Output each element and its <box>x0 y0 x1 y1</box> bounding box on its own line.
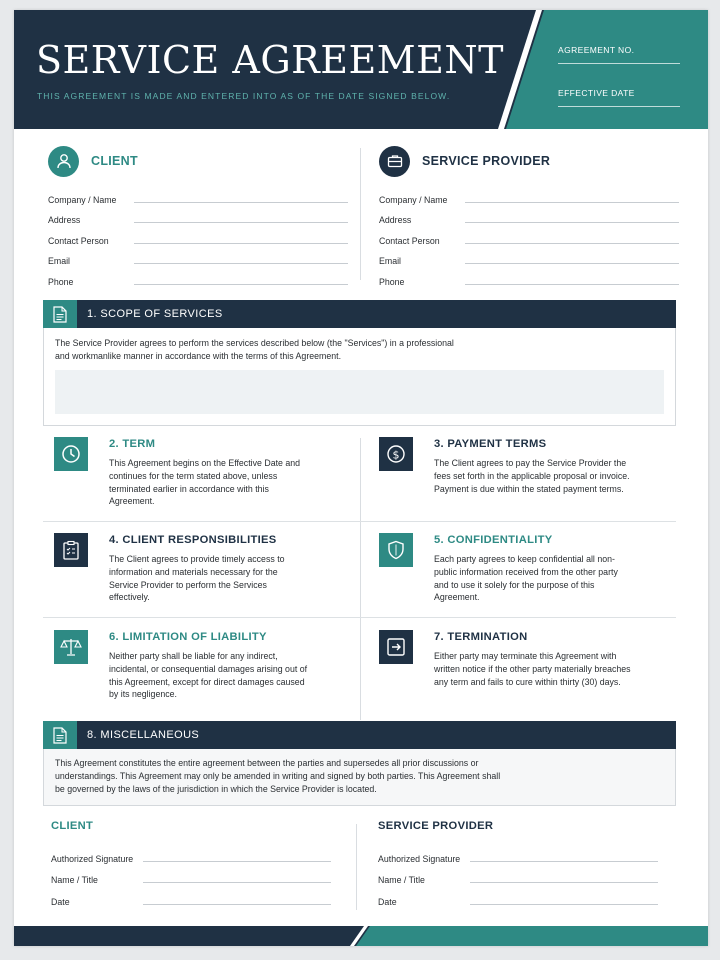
client-name-title-row[interactable]: Name / Title <box>51 864 331 886</box>
client-signature-line[interactable] <box>143 861 331 862</box>
client-phone-row[interactable]: Phone <box>48 266 348 287</box>
footer-band <box>14 926 708 946</box>
exit-icon <box>379 630 413 664</box>
provider-email-row[interactable]: Email <box>379 246 679 267</box>
client-phone-line[interactable] <box>134 284 348 285</box>
term-title: 2. TERM <box>109 438 156 450</box>
client-date-line[interactable] <box>143 904 331 905</box>
shield-icon <box>379 533 413 567</box>
confidentiality-body: Each party agrees to keep confidential all non-public information received from the other party and to use it solely for the purpose of this Agreement. <box>434 554 618 603</box>
party-divider <box>360 148 361 280</box>
limitation-of-liability-body: Neither party shall be liable for any indirect, incidental, or consequential damages arising out of this Agreement, except for direct damages caused by its negligence. <box>109 651 308 700</box>
term-body: This Agreement begins on the Effective Date and continues for the term stated above, unless terminated earlier in accordance with this Agreement. <box>109 458 301 507</box>
provider-phone-line[interactable] <box>465 284 679 285</box>
document-icon <box>43 721 77 749</box>
client-responsibilities-body: The Client agrees to provide timely access to information and materials necessary for the Service Provider to perform the Services effectively. <box>109 554 285 603</box>
client-responsibilities-title: 4. CLIENT RESPONSIBILITIES <box>109 534 277 546</box>
document-subtitle: THIS AGREEMENT IS MADE AND ENTERED INTO AS OF THE DATE SIGNED BELOW. <box>37 91 451 101</box>
document-icon <box>43 300 77 328</box>
effective-date-field[interactable]: EFFECTIVE DATE <box>558 88 680 107</box>
terms-separator-1 <box>43 521 676 522</box>
briefcase-icon <box>379 146 410 177</box>
termination-title: 7. TERMINATION <box>434 631 528 643</box>
provider-company-row[interactable]: Company / Name <box>379 184 679 205</box>
miscellaneous-section-bar <box>43 721 676 749</box>
provider-contact-row[interactable]: Contact Person <box>379 225 679 246</box>
provider-signature-row[interactable]: Authorized Signature <box>378 842 658 864</box>
client-date-row[interactable]: Date <box>51 885 331 907</box>
provider-title: SERVICE PROVIDER <box>422 154 551 168</box>
provider-contact-line[interactable] <box>465 243 679 244</box>
terms-separator-2 <box>43 617 676 618</box>
client-company-line[interactable] <box>134 202 348 203</box>
provider-signature-title: SERVICE PROVIDER <box>378 820 494 832</box>
scope-title: 1. SCOPE OF SERVICES <box>87 308 223 320</box>
provider-date-line[interactable] <box>470 904 658 905</box>
clipboard-icon <box>54 533 88 567</box>
client-name-title-line[interactable] <box>143 882 331 883</box>
client-contact-row[interactable]: Contact Person <box>48 225 348 246</box>
provider-name-title-line[interactable] <box>470 882 658 883</box>
svg-text:$: $ <box>392 448 400 462</box>
provider-signature-line[interactable] <box>470 861 658 862</box>
provider-address-row[interactable]: Address <box>379 205 679 226</box>
termination-body: Either party may terminate this Agreement with written notice if the other party materially breaches any term and fails to cure within thirty (30) days. <box>434 651 631 687</box>
scope-box <box>43 328 676 426</box>
miscellaneous-text-line-3: be governed by the laws of the jurisdiction in which the Service Provider is located. <box>55 784 377 794</box>
limitation-of-liability-title: 6. LIMITATION OF LIABILITY <box>109 631 267 643</box>
header-banner <box>14 10 708 129</box>
client-signature-title: CLIENT <box>51 820 94 832</box>
provider-date-row[interactable]: Date <box>378 885 658 907</box>
client-email-row[interactable]: Email <box>48 246 348 267</box>
user-icon <box>48 146 79 177</box>
client-section <box>48 144 348 287</box>
payment-terms-title: 3. PAYMENT TERMS <box>434 438 547 450</box>
miscellaneous-box <box>43 749 676 806</box>
provider-email-line[interactable] <box>465 263 679 264</box>
provider-section <box>379 144 679 287</box>
provider-company-line[interactable] <box>465 202 679 203</box>
miscellaneous-title: 8. MISCELLANEOUS <box>87 729 200 741</box>
payment-terms-body: The Client agrees to pay the Service Provider the fees set forth in the applicable proposal or invoice. Payment is due within the stated payment terms. <box>434 458 630 494</box>
signature-divider <box>356 824 357 910</box>
provider-phone-row[interactable]: Phone <box>379 266 679 287</box>
dollar-icon <box>379 437 413 471</box>
miscellaneous-text-line-1: This Agreement constitutes the entire agreement between the parties and supersedes all prior discussions or <box>55 758 479 768</box>
scales-icon <box>54 630 88 664</box>
scope-text-line-1: The Service Provider agrees to perform the services described below (the "Services") in a professional <box>55 338 454 348</box>
client-signature-row[interactable]: Authorized Signature <box>51 842 331 864</box>
client-address-row[interactable]: Address <box>48 205 348 226</box>
scope-text-line-2: and workmanlike manner in accordance with the terms of this Agreement. <box>55 350 342 361</box>
agreement-page <box>14 10 708 946</box>
document-title: SERVICE AGREEMENT <box>36 38 505 82</box>
client-address-line[interactable] <box>134 222 348 223</box>
scope-section-bar <box>43 300 676 328</box>
scope-services-input[interactable] <box>55 370 664 414</box>
client-email-line[interactable] <box>134 263 348 264</box>
provider-name-title-row[interactable]: Name / Title <box>378 864 658 886</box>
client-title: CLIENT <box>91 154 138 168</box>
confidentiality-title: 5. CONFIDENTIALITY <box>434 534 553 546</box>
provider-address-line[interactable] <box>465 222 679 223</box>
clock-icon <box>54 437 88 471</box>
client-contact-line[interactable] <box>134 243 348 244</box>
miscellaneous-text-line-2: understandings. This Agreement may only be amended in writing and signed by both parties. This Agreement shall <box>55 771 501 781</box>
provider-signature-block <box>378 820 658 907</box>
client-company-row[interactable]: Company / Name <box>48 184 348 205</box>
agreement-number-field[interactable]: AGREEMENT NO. <box>558 45 680 64</box>
client-signature-block <box>51 820 331 907</box>
terms-divider <box>360 438 361 720</box>
